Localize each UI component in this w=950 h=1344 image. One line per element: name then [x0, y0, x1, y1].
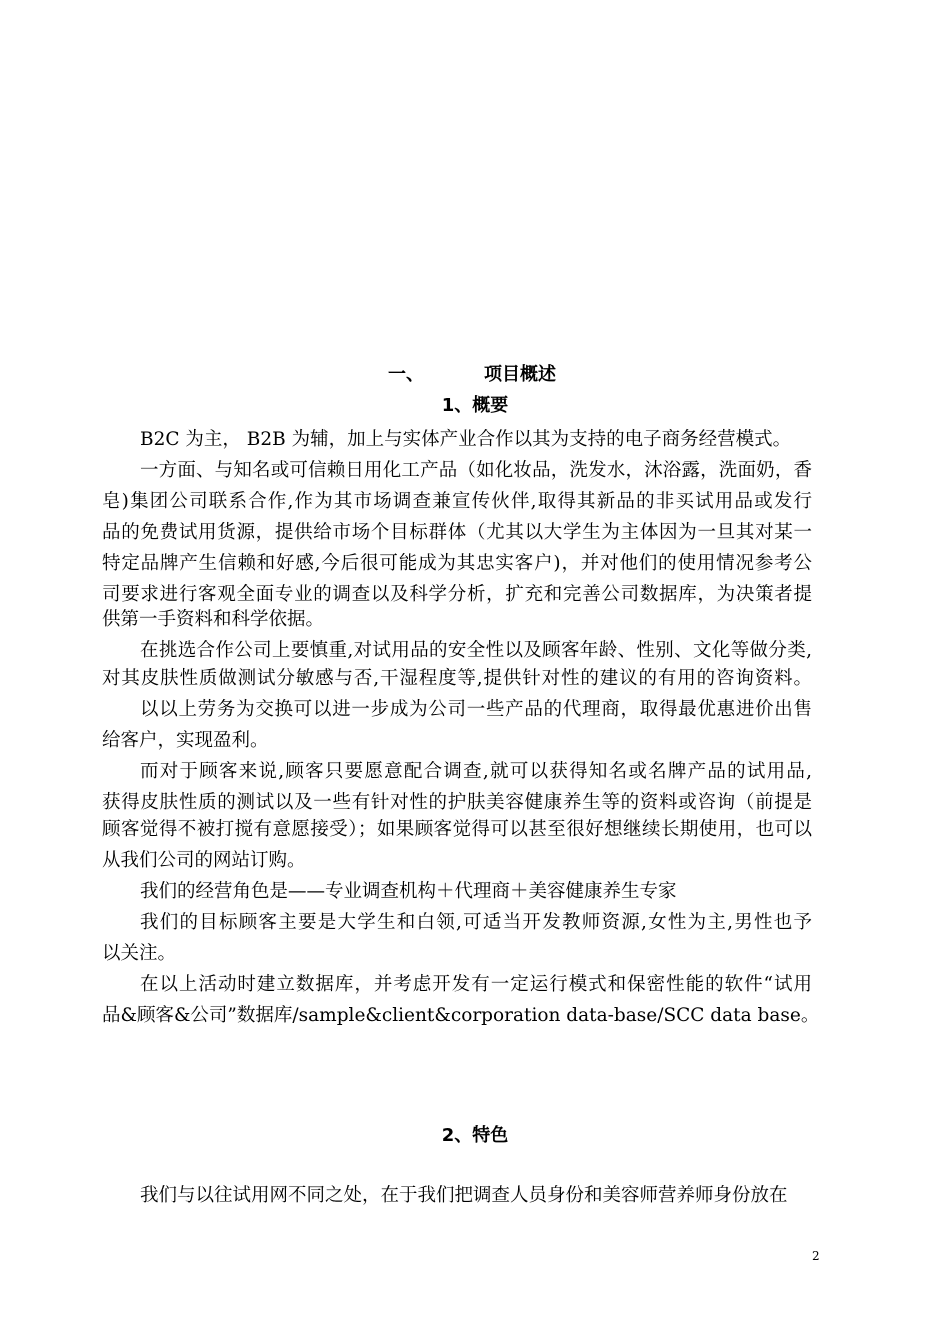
paragraph-line: 对其皮肤性质做测试分敏感与否,干湿程度等,提供针对性的建议的有用的咨询资料。	[102, 668, 812, 689]
paragraph-line: 一方面、与知名或可信赖日用化工产品（如化妆品，洗发水，沐浴露，洗面奶，香	[140, 460, 812, 481]
paragraph-line: 我们的经营角色是——专业调查机构＋代理商＋美容健康养生专家	[140, 881, 677, 902]
heading-1-number: 一、	[388, 364, 424, 385]
paragraph-line: 我们与以往试用网不同之处，在于我们把调查人员身份和美容师营养师身份放在	[140, 1185, 788, 1206]
paragraph-line: 皂)集团公司联系合作,作为其市场调查兼宣传伙伴,取得其新品的非买试用品或发行	[102, 491, 812, 512]
paragraph-line: 获得皮肤性质的测试以及一些有针对性的护肤美容健康养生等的资料或咨询（前提是	[102, 792, 812, 813]
paragraph-line: 品&顾客&公司”数据库/sample&client&corporation data-base/SCC data base。	[102, 1005, 820, 1026]
paragraph-line: 从我们公司的网站订购。	[102, 850, 306, 871]
paragraph-line: 在挑选合作公司上要慎重,对试用品的安全性以及顾客年龄、性别、文化等做分类,	[140, 640, 812, 661]
page-number: 2	[812, 1249, 820, 1263]
paragraph-line: 供第一手资料和科学依据。	[102, 609, 325, 630]
section-1-title: 1、概要	[441, 395, 509, 416]
paragraph-line: 我们的目标顾客主要是大学生和白领,可适当开发教师资源,女性为主,男性也予	[140, 912, 812, 933]
paragraph-line: 特定品牌产生信赖和好感,今后很可能成为其忠实客户)，并对他们的使用情况参考公	[102, 553, 812, 574]
section-2-title: 2、特色	[441, 1125, 509, 1146]
paragraph-line: B2C 为主， B2B 为辅，加上与实体产业合作以其为支持的电子商务经营模式。	[140, 429, 792, 450]
paragraph-line: 给客户，实现盈利。	[102, 730, 269, 751]
paragraph-line: 以关注。	[102, 943, 177, 964]
paragraph-line: 在以上活动时建立数据库，并考虑开发有一定运行模式和保密性能的软件“试用	[140, 974, 812, 995]
heading-1-title: 项目概述	[484, 364, 556, 385]
heading-1	[0, 363, 950, 387]
paragraph-line: 品的免费试用货源，提供给市场个目标群体（尤其以大学生为主体因为一旦其对某一	[102, 522, 812, 543]
paragraph-line: 顾客觉得不被打搅有意愿接受）；如果顾客觉得可以甚至很好想继续长期使用，也可以	[102, 819, 812, 840]
paragraph-line: 以以上劳务为交换可以进一步成为公司一些产品的代理商，取得最优惠进价出售	[140, 699, 812, 720]
paragraph-line: 司要求进行客观全面专业的调查以及科学分析，扩充和完善公司数据库，为决策者提	[102, 584, 812, 605]
paragraph-line: 而对于顾客来说,顾客只要愿意配合调查,就可以获得知名或名牌产品的试用品,	[140, 761, 812, 782]
